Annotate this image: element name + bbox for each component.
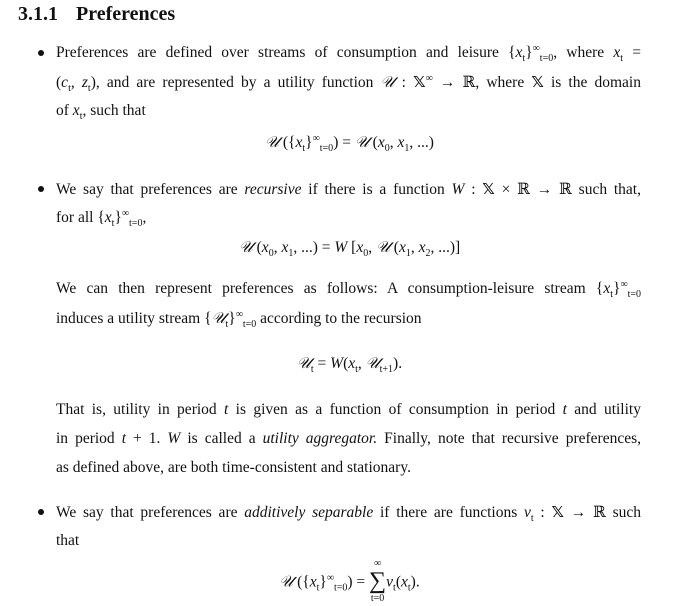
bullet-marker-2 xyxy=(38,186,44,192)
bullet2-para2-line3: as defined above, are both time-consistent and stationary. xyxy=(56,459,411,476)
bullet2-line2: for all $\{x_t\}^\infty_{t=0}$, xyxy=(56,207,147,230)
bullet-marker-1 xyxy=(38,50,44,56)
bullet-marker-3 xyxy=(38,509,44,515)
section-number: 3.1.1 xyxy=(18,3,58,25)
equation-additive-separable: 𝒰 $(\{x_t\}^\infty_{t=0})$ = ∞ ∑ t=0 $v_t(x_t)$. xyxy=(279,558,420,604)
bullet2-para2-line1: That is, utility in period t is given as a function of consumption in period t and utility xyxy=(56,401,641,418)
bullet2-para1-line1: We can then represent preferences as follows: A consumption-leisure stream $\{x_t\}^\infty_{t=0}$ xyxy=(56,278,641,301)
bullet3-line2: that xyxy=(56,532,80,549)
bullet1-line3: of $x_t$, such that xyxy=(56,102,146,123)
equation-utility-definition: 𝒰 $(\{x_t\}^\infty_{t=0})$ = 𝒰 ($x_0$, $x_1$, ...) xyxy=(265,132,434,155)
bullet2-line1: We say that preferences are recursive if there is a function W : 𝕏 × ℝ → ℝ such that, xyxy=(56,180,641,198)
bullet1-line1: Preferences are defined over streams of consumption and leisure $\{x_t\}^\infty_{t=0}$, where $x_t$ = xyxy=(56,42,641,65)
summation-operator: ∞ ∑ t=0 xyxy=(369,558,387,604)
equation-recursive: 𝒰 ($x_0$, $x_1$, ...) = W [$x_0$, 𝒰 ($x_1$, $x_2$, ...)] xyxy=(238,238,461,260)
bullet2-para1-line2: induces a utility stream $\{𝒰_t\}^\infty_{t=0}$ according to the recursion xyxy=(56,308,422,331)
equation-aggregator: 𝒰$_t$ = $W(x_t$, 𝒰$_{t+1}$). xyxy=(296,354,403,376)
bullet3-line1: We say that preferences are additively separable if there are functions $v_t$ : 𝕏 → ℝ such xyxy=(56,503,642,525)
bullet1-line2: ($c_t$, $z_t$), and are represented by a utility function 𝒰 : 𝕏∞ → ℝ, where 𝕏 is the domain xyxy=(56,72,641,95)
section-heading xyxy=(18,2,175,26)
bullet2-para2-line2: in period t + 1. W is called a utility aggregator. Finally, note that recursive preferences, xyxy=(56,430,641,447)
section-title: Preferences xyxy=(76,3,176,25)
